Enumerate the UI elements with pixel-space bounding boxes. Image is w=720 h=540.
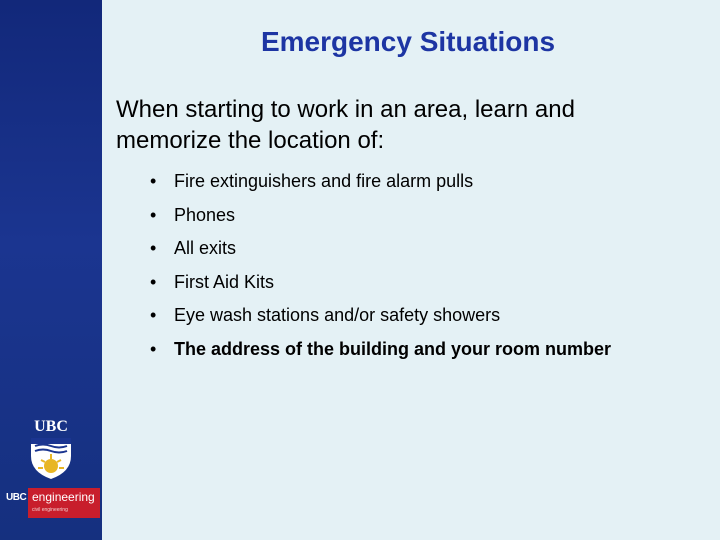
bullet-text: The address of the building and your room number <box>174 338 612 359</box>
bullet-item <box>150 271 670 293</box>
bullet-icon: • <box>150 204 157 225</box>
ubc-crest-logo <box>27 418 75 480</box>
bullet-icon: • <box>150 305 157 325</box>
bullet-text: Eye wash stations and/or safety showers <box>174 305 501 325</box>
bullet-item <box>150 170 670 192</box>
logo-prefix: UBC <box>6 492 27 503</box>
bullet-item <box>150 338 670 360</box>
bullet-list <box>150 170 670 371</box>
intro-text: When starting to work in an area, learn and memorize the location of: <box>116 96 575 154</box>
logo-word: engineering <box>32 490 95 504</box>
bullet-text: Phones <box>174 204 236 225</box>
bullet-text: All exits <box>174 238 237 258</box>
sidebar <box>0 0 102 540</box>
ubc-engineering-logo <box>4 488 100 518</box>
bullet-icon: • <box>150 238 157 258</box>
bullet-item <box>150 304 670 326</box>
slide-title: Emergency Situations <box>260 26 556 57</box>
bullet-text: First Aid Kits <box>174 271 275 292</box>
logo-subtitle: civil engineering <box>32 507 68 513</box>
bullet-text: Fire extinguishers and fire alarm pulls <box>174 171 474 191</box>
crest-text: UBC <box>34 418 68 435</box>
bullet-icon: • <box>150 171 157 191</box>
logo-red-box <box>28 488 100 518</box>
bullet-item <box>150 204 670 226</box>
bullet-item <box>150 237 670 259</box>
bullet-icon: • <box>150 271 157 292</box>
bullet-icon: • <box>150 338 157 359</box>
